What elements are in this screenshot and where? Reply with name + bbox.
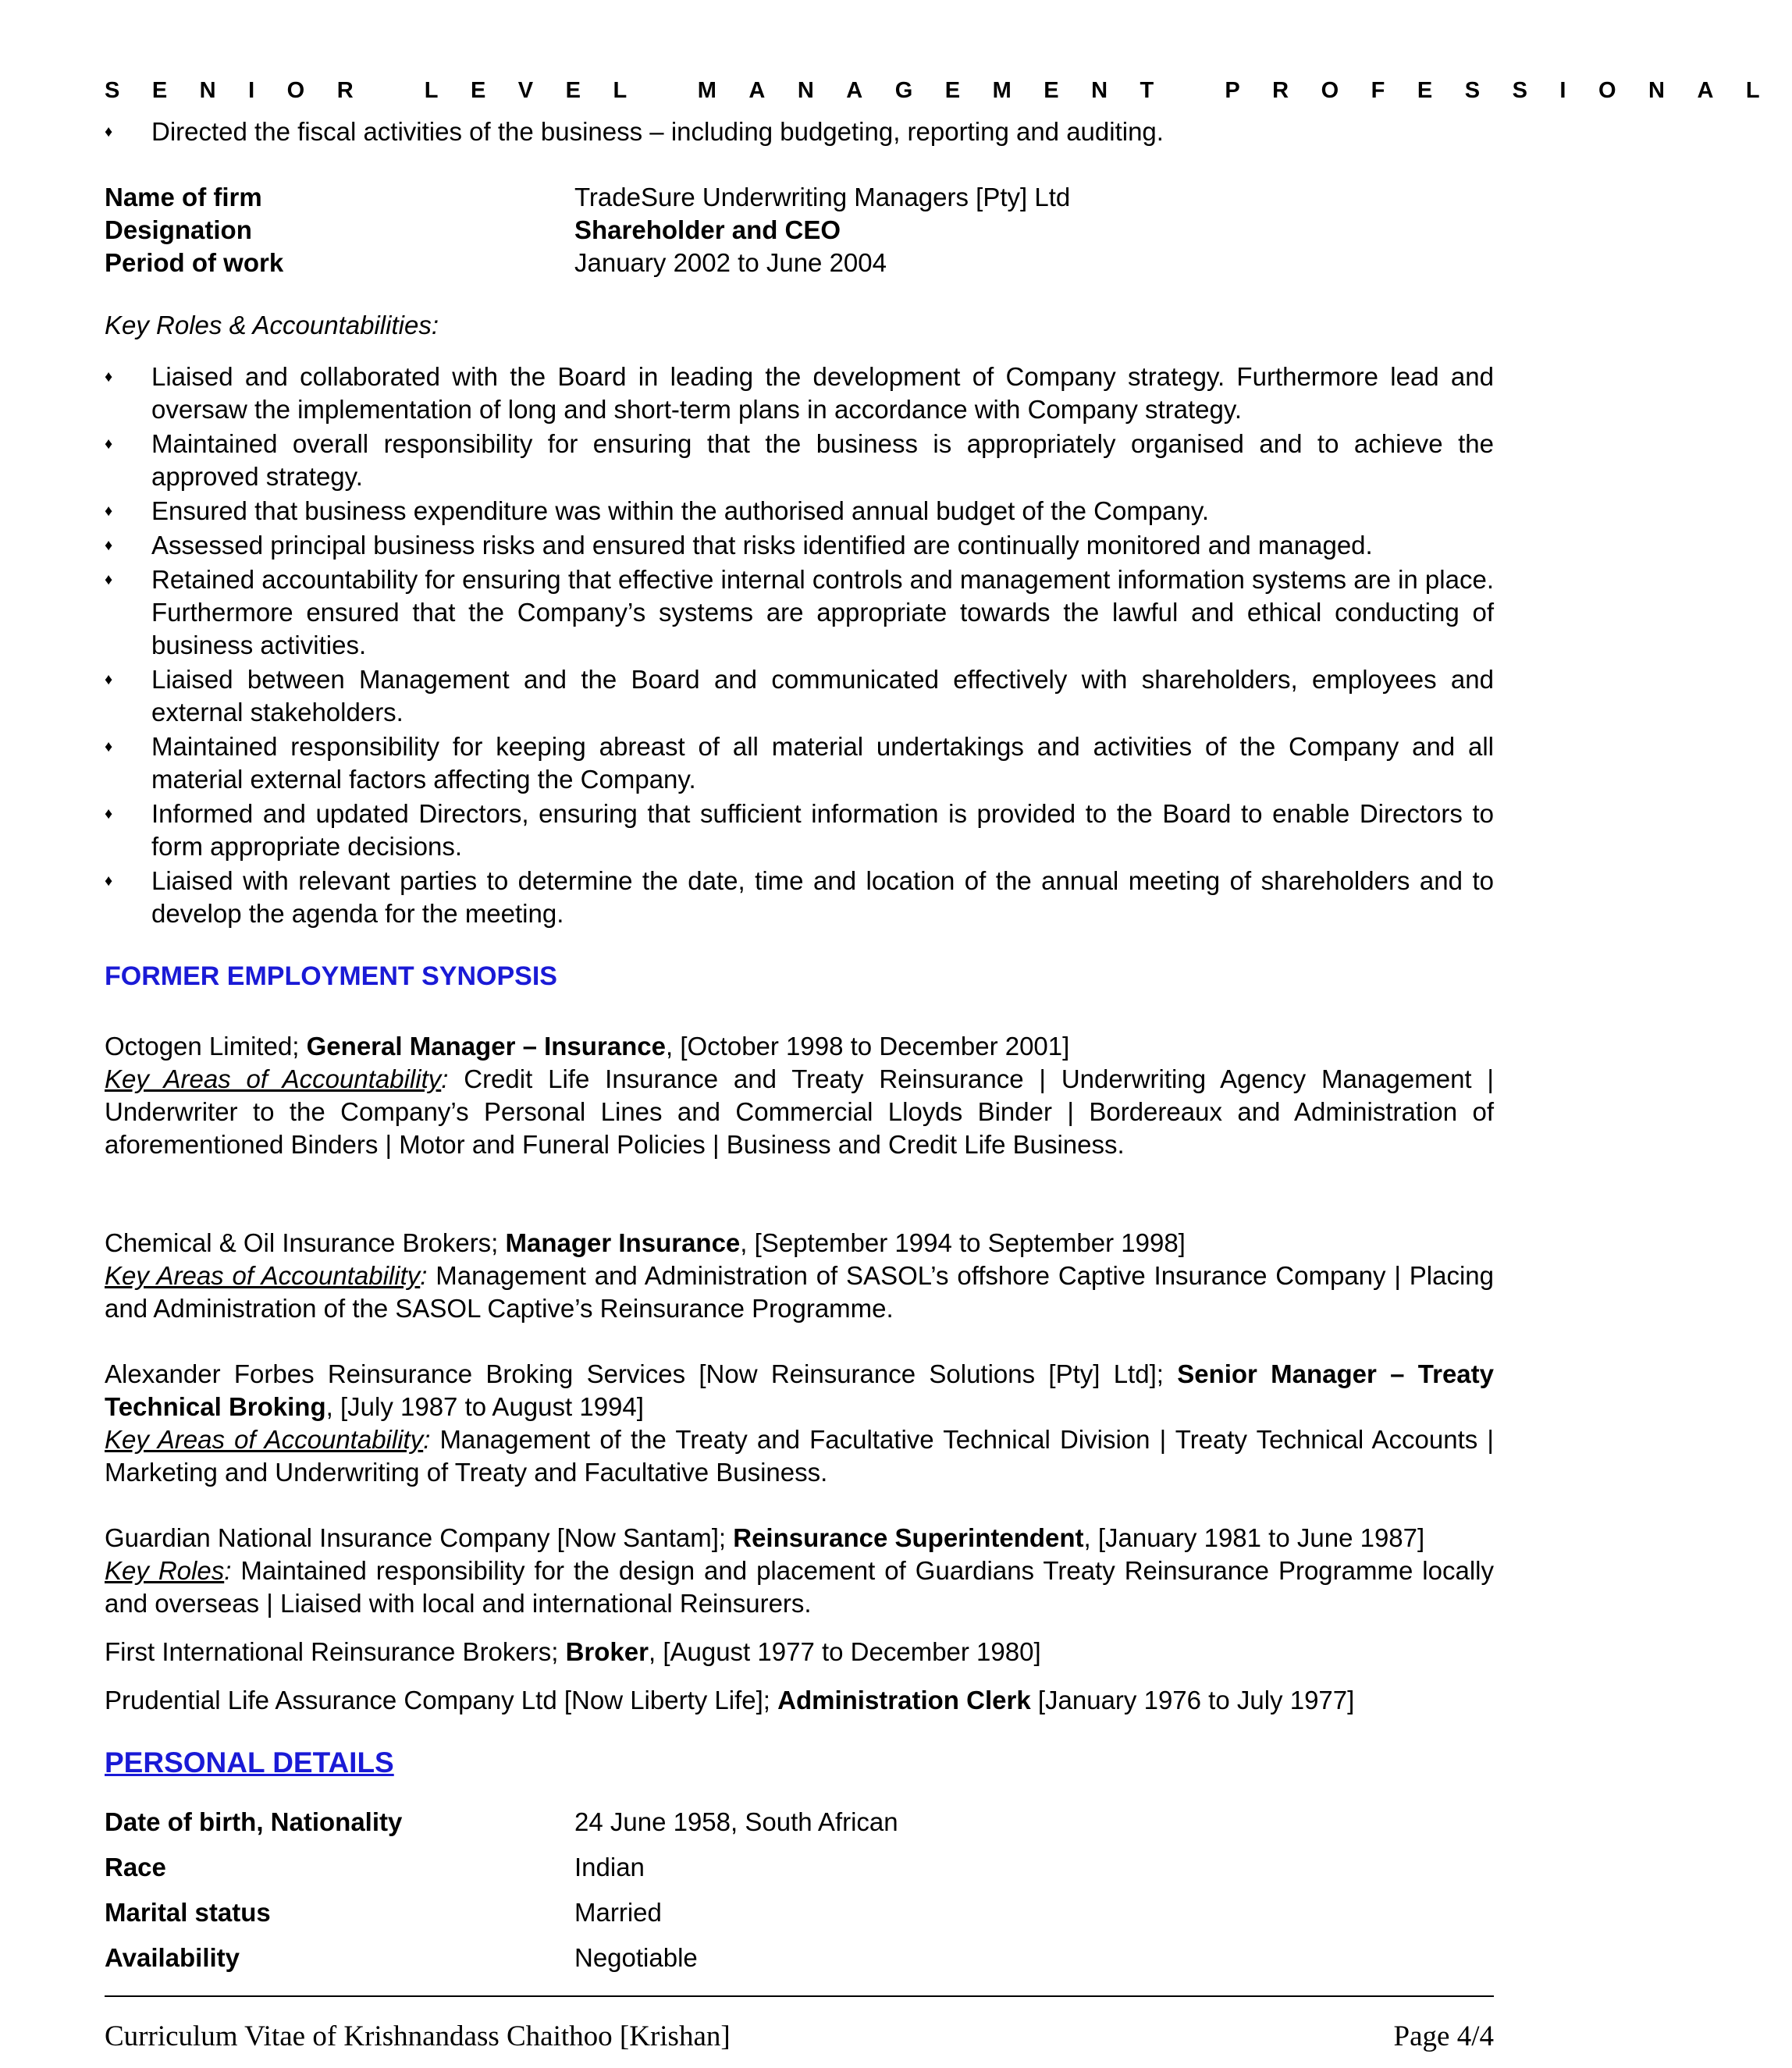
accountability-text: Management of the Treaty and Facultative Technical Division | Treaty Technical Accounts | Marketing and Underwriting of Treaty and Facultative Business. [105,1425,1494,1487]
company-name: Prudential Life Assurance Company Ltd [Now Liberty Life]; [105,1686,778,1714]
label-colon: : [224,1556,232,1585]
list-item: ♦ Liaised with relevant parties to determine the date, time and location of the annual meeting of shareholders and to develop the agenda for the meeting. [105,865,1494,930]
job-period: , [October 1998 to December 2001] [666,1032,1070,1061]
personal-value: Indian [574,1853,645,1881]
personal-row [105,1890,1494,1935]
period-label: Period of work [105,248,284,277]
accountability-label: Key Areas of Accountability [105,1425,424,1454]
employment-entry [105,1030,1494,1161]
firm-value: TradeSure Underwriting Managers [Pty] Ltd [574,183,1071,211]
list-item: ♦ Maintained overall responsibility for ensuring that the business is appropriately organised and to achieve the approved strategy. [105,428,1494,493]
job-title: Senior Manager – Treaty Technical Broking [105,1359,1495,1421]
list-item: ♦ Assessed principal business risks and ensured that risks identified are continually monitored and managed. [105,529,1494,562]
designation-value: Shareholder and CEO [574,215,841,244]
job-title: Reinsurance Superintendent [733,1523,1084,1552]
personal-label: Marital status [105,1898,271,1927]
personal-details-heading: PERSONAL DETAILS [105,1746,394,1778]
job-period: , [September 1994 to September 1998] [740,1228,1186,1257]
document-body [105,115,1494,1981]
company-name: Chemical & Oil Insurance Brokers; [105,1228,506,1257]
list-item: ♦ Informed and updated Directors, ensuring that sufficient information is provided to the Board to enable Directors to form appropriate decisions. [105,798,1494,863]
personal-row [105,1845,1494,1890]
job-period: [January 1976 to July 1977] [1030,1686,1355,1714]
accountability-label: Key Areas of Accountability [105,1261,421,1290]
company-name: Alexander Forbes Reinsurance Broking Services [Now Reinsurance Solutions [Pty] Ltd]; [105,1359,1178,1388]
personal-label: Availability [105,1943,240,1972]
page-number: Page 4/4 [1393,2020,1494,2052]
personal-value: Married [574,1898,662,1927]
period-row [105,247,1494,279]
list-item: ♦ Maintained responsibility for keeping abreast of all material undertakings and activities of the Company and all material external factors affecting the Company. [105,730,1494,796]
employment-entry [105,1684,1494,1717]
job-period: , [August 1977 to December 1980] [648,1637,1041,1666]
employment-entry [105,1522,1494,1620]
page-header-title: SENIOR LEVEL MANAGEMENT PROFESSIONAL [105,78,1792,103]
job-period: , [July 1987 to August 1994] [325,1392,644,1421]
personal-label: Race [105,1853,166,1881]
employment-entry [105,1636,1494,1668]
company-name: First International Reinsurance Brokers; [105,1637,566,1666]
designation-label: Designation [105,215,252,244]
job-title: Administration Clerk [777,1686,1031,1714]
firm-row [105,181,1494,214]
job-title: General Manager – Insurance [306,1032,666,1061]
firm-label: Name of firm [105,183,262,211]
accountability-text: Management and Administration of SASOL’s offshore Captive Insurance Company | Placing and Administration of the SASOL Captive’s Reinsurance Programme. [105,1261,1494,1323]
list-item: ♦ Liaised and collaborated with the Board in leading the development of Company strategy. Furthermore lead and oversaw the implementation of long and short-term plans in accordance with Company strategy. [105,361,1494,426]
list-item: ♦ Retained accountability for ensuring that effective internal controls and management information systems are in place. Furthermore ensured that the Company’s systems are appropriate towards the lawful and ethical conducting of business activities. [105,563,1494,662]
list-item: ♦ Liaised between Management and the Board and communicated effectively with shareholders, employees and external stakeholders. [105,663,1494,729]
employment-entry [105,1358,1494,1489]
label-colon: : [441,1064,449,1093]
personal-details-table [105,1800,1494,1981]
former-employment-heading: FORMER EMPLOYMENT SYNOPSIS [105,961,557,991]
accountability-text: Maintained responsibility for the design and placement of Guardians Treaty Reinsurance Programme locally and overseas | Liaised with local and international Reinsurers. [105,1556,1494,1618]
job-title: Manager Insurance [505,1228,741,1257]
label-colon: : [423,1425,431,1454]
list-item: ♦ Directed the fiscal activities of the business – including budgeting, reporting and auditing. [105,115,1494,148]
personal-row [105,1935,1494,1981]
period-value: January 2002 to June 2004 [574,248,887,277]
job-title: Broker [565,1637,649,1666]
personal-value: Negotiable [574,1943,698,1972]
accountability-label: Key Roles [105,1556,225,1585]
label-colon: : [420,1261,428,1290]
footer-cv-name: Curriculum Vitae of Krishnandass Chaithoo [Krishan] [105,2020,731,2052]
personal-row [105,1800,1494,1845]
job-details [105,181,1494,279]
company-name: Guardian National Insurance Company [Now Santam]; [105,1523,734,1552]
employment-entry [105,1227,1494,1325]
list-item: ♦ Ensured that business expenditure was within the authorised annual budget of the Company. [105,495,1494,528]
previous-job-bullets [105,115,1494,148]
personal-value: 24 June 1958, South African [574,1807,898,1836]
job-period: , [January 1981 to June 1987] [1083,1523,1425,1552]
page-footer [105,2020,1494,2053]
company-name: Octogen Limited; [105,1032,307,1061]
accountability-text: Credit Life Insurance and Treaty Reinsurance | Underwriting Agency Management | Underwriter to the Company’s Personal Lines and Commercial Lloyds Binder | Bordereaux and Administration of aforementioned Binders | Motor and Funeral Policies | Business and Credit Life Business. [105,1064,1494,1159]
roles-bullets [105,361,1494,930]
designation-row [105,214,1494,247]
personal-label: Date of birth, Nationality [105,1807,403,1836]
footer-divider [105,1995,1494,1997]
accountability-label: Key Areas of Accountability [105,1064,442,1093]
roles-heading: Key Roles & Accountabilities: [105,311,439,339]
